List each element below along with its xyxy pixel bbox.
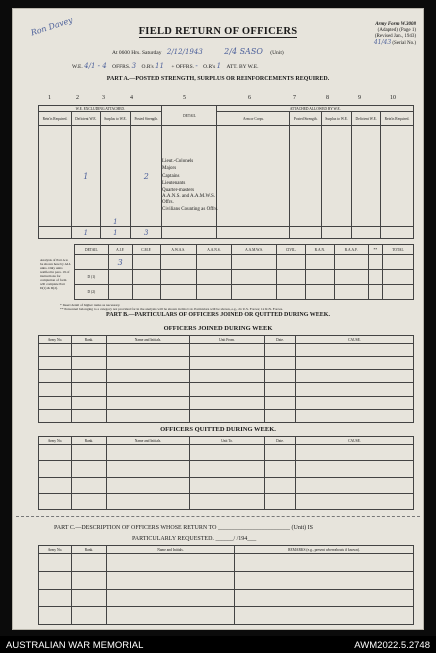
analysis-table: DETAIL A.I.F. C.M.F. A.W.A.S. A.A.N.S. A.A.M.W.S. CIVIL. R.A.N. R.A.A.F. ** TOTAL 3 D (1) D (2) <box>74 244 414 300</box>
rank-list: Lieut.-Colonels Majors Captains Lieutenants Quarter-masters A.A.N.S. and A.A.M.W.S. Offrs. Civilians Counting as Offrs. <box>162 159 219 213</box>
part-c-subheading: PARTICULARLY REQUESTED. ______/ /194___ <box>132 536 257 542</box>
part-c-heading: PART C.—DESCRIPTION OF OFFICERS WHOSE RETURN TO ________________________ (Unit) IS <box>54 525 314 531</box>
form-identifier: Army Form W.3008 (Adapted) (Page 1) (Revised Jan., 1943) 41/43 (Serial No.) <box>373 22 416 46</box>
archive-caption-bar <box>0 636 436 653</box>
joined-table: Army No. Rank. Name and Initials. Unit From. Date. CAUSE. <box>38 335 414 423</box>
return-date-line: At 0600 Hrs. Saturday 2/12/1943 2/4 SASO (Unit) <box>112 47 284 56</box>
part-b-heading: PART B.—PARTICULARS OF OFFICERS JOINED OR QUITTED DURING WEEK. <box>106 312 330 318</box>
handwritten-corner-note: Ron Davey <box>29 15 74 38</box>
we-strength-line: W.E. 4/1 - 4 OFFRS. 3 O.R's 11 + OFFRS. - O.R's 1 ATT. BY W.E. <box>72 62 259 70</box>
part-c-table: Army No. Rank. Name and Initials. REMARKS (e.g., present whereabouts if known). <box>38 545 414 625</box>
joined-heading: OFFICERS JOINED DURING WEEK <box>163 325 273 332</box>
archive-accession-number: AWM2022.5.2748 <box>354 640 430 651</box>
serial-number: 41/43 <box>373 39 392 46</box>
part-a-table: W.E. EXCLUDING ATTACHED. DETAIL ATTACHED ALLOWED BY W.E. Rein'ts Required. Deficient W.E. Surplus to W.E. Posted Strength. Arm or Corps. Posted Strength. Surplus to W.E. Deficient W.E. Rein'ts Required. 1 1 2 1 1 3 <box>38 105 414 239</box>
perforation-line <box>16 516 420 517</box>
analysis-instructions: Analysis of Part A to be shown here by ALL units. Only units notified in para. 19 of instructions for completion of form will complete Part D(1) & D(2). <box>40 258 71 290</box>
part-a-heading: PART A.—POSTED STRENGTH, SURPLUS OR REINFORCEMENTS REQUIRED. <box>106 76 330 82</box>
archive-name: AUSTRALIAN WAR MEMORIAL <box>6 640 144 651</box>
unit-name: 2/4 SASO <box>224 47 263 56</box>
quitted-table: Army No. Rank. Name and Initials. Unit To. Date. CAUSE. <box>38 436 414 510</box>
quitted-heading: OFFICERS QUITTED DURING WEEK. <box>160 426 276 433</box>
part-a-notes: * Insert detail of higher ranks as necessary. ** Personnel belonging to a category not provided for in the analysis will be shown in this Col. Particulars will be shown, e.g., 2x U.S. Forces; 1x R.N. Forces. <box>60 303 283 312</box>
form-title: FIELD RETURN OF OFFICERS <box>138 26 298 37</box>
return-date: 2/12/1943 <box>166 48 203 56</box>
form-sheet: Ron Davey FIELD RETURN OF OFFICERS Army Form W.3008 (Adapted) (Page 1) (Revised Jan., 1943) 41/43 (Serial No.) At 0600 Hrs. Saturday 2/12/1943 2/4 SASO (Unit) W.E. 4/1 - 4 OFFRS. 3 O.R's 11 + OFFRS. - O.R's 1 ATT. BY W.E. PART A.—POSTED STRENGTH, SURPLUS OR REINFORCEMENTS REQUIRED. 1 2 3 4 5 6 7 8 9 10 W.E. EXCLUDING ATTACHED. DETAIL ATTACHED ALLOWED BY W.E. Rein'ts Required. Deficient W.E. Surplus to W.E. Posted Strength. Arm or Corps. Posted Strength. Surplus to W.E. Deficient W.E. Rein'ts Required. 1 1 2 1 1 3 Lieut.-Colonels Majors Captains Lieutenants Quarter-masters A.A.N.S. and A.A.M.W.S. Offrs. Civilians Counting as Offrs. Analysis of Part A to be shown here by ALL units. Only units notified in para. 19 of instructions for completion of form will complete Part D(1) & D(2). DETAIL A.I.F. C.M.F. A.W.A.S. A.A.N.S. A.A.M.W.S. CIVIL. R.A.N. R.A.A.F. ** TOTAL 3 D (1) D (2) * Insert detail of higher ranks as necessary. ** Personnel belonging to a category not provided for in the analysis will be shown in this Col. Particulars will be shown, e.g., 2x U.S. Forces; 1x R.N. Forces. PART B.—PARTICULARS OF OFFICERS JOINED OR QUITTED DURING WEEK. OFFICERS JOINED DURING WEEK Army No. Rank. Name and Initials. Unit From. Date. CAUSE. OFFICERS QUITTED DURING WEEK. Army No. Rank. Name and Initials. Unit To. Date. CAUSE. PART C.—DESCRIPTION OF OFFICERS WHOSE RETURN TO ________________________ (Unit) IS PARTICULARLY REQUESTED. ______/ /194___ Army No. Rank. Name and Initials. REMARKS (e.g., present whereabouts if known). <box>12 8 424 630</box>
